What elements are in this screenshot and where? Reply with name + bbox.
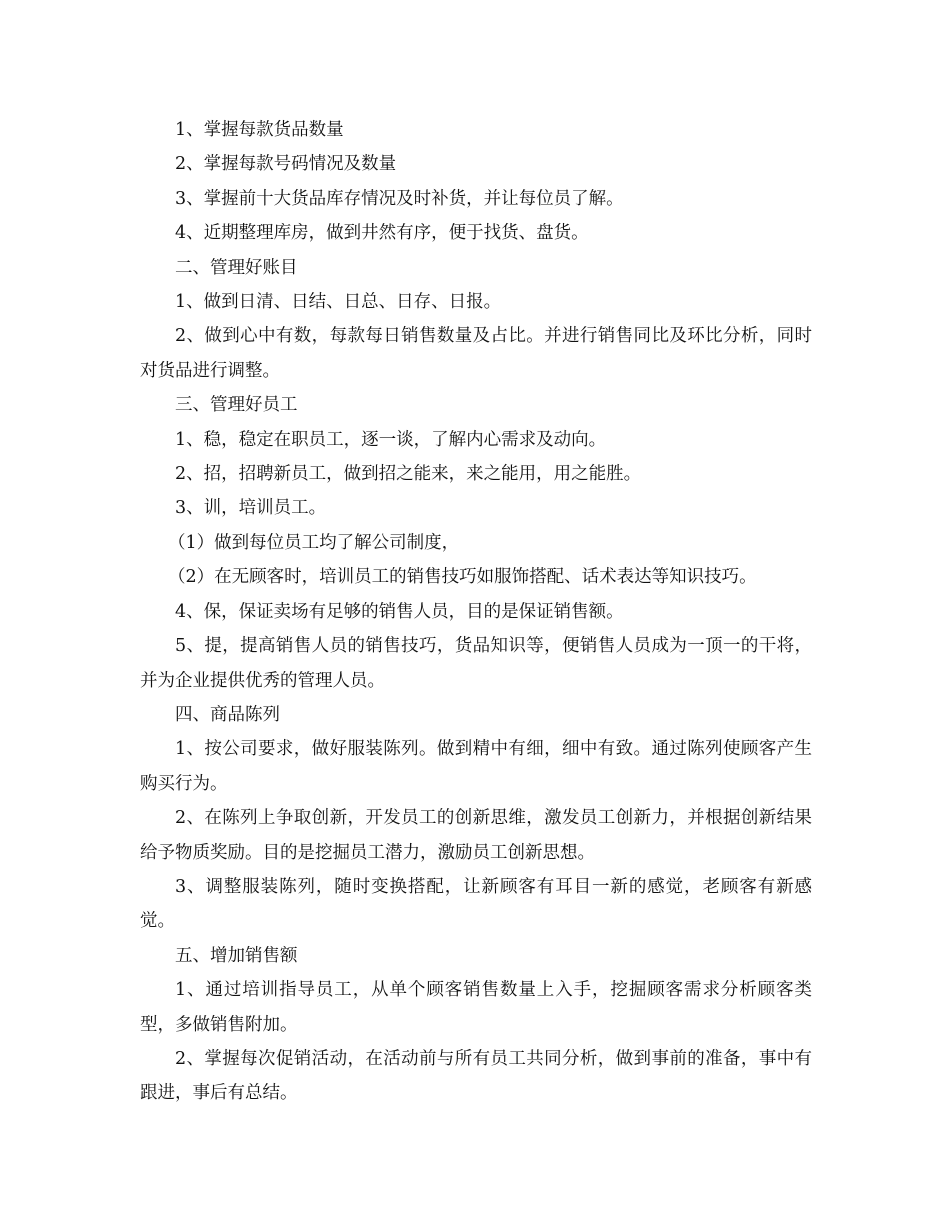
paragraph-11: 3、训，培训员工。 bbox=[175, 498, 327, 519]
paragraph-1: 1、掌握每款货品数量 bbox=[175, 120, 344, 140]
paragraph-14: 4、保，保证卖场有足够的销售人员，目的是保证销售额。 bbox=[175, 601, 624, 622]
section-heading-2: 二、管理好账目 bbox=[175, 257, 298, 278]
paragraph-12: （1）做到每位员工均了解公司制度， bbox=[168, 532, 460, 553]
paragraph-10: 2、招，招聘新员工，做到招之能来，来之能用，用之能胜。 bbox=[175, 464, 642, 485]
paragraph-18: 2、在陈列上争取创新，开发员工的创新思维，激发员工创新力，并根据创新结果给予物质奖励。目的是挖掘员工潜力，激励员工创新思想。 bbox=[140, 808, 812, 863]
paragraph-4: 4、近期整理库房，做到井然有序，便于找货、盘货。 bbox=[175, 223, 589, 244]
paragraph-9: 1、稳，稳定在职员工，逐一谈，了解内心需求及动向。 bbox=[175, 429, 607, 450]
paragraph-2: 2、掌握每款号码情况及数量 bbox=[175, 154, 397, 175]
paragraph-21: 1、通过培训指导员工，从单个顾客销售数量上入手，挖掘顾客需求分析顾客类型，多做销售附加。 bbox=[140, 980, 812, 1035]
section-heading-5: 五、增加销售额 bbox=[175, 945, 298, 966]
section-heading-4: 四、商品陈列 bbox=[175, 704, 280, 725]
paragraph-6: 1、做到日清、日结、日总、日存、日报。 bbox=[175, 292, 502, 313]
document-body bbox=[140, 113, 812, 1111]
paragraph-17: 1、按公司要求，做好服装陈列。做到精中有细，细中有致。通过陈列使顾客产生购买行为。 bbox=[140, 739, 812, 794]
paragraph-19: 3、调整服装陈列，随时变换搭配，让新顾客有耳目一新的感觉，老顾客有新感觉。 bbox=[140, 876, 812, 932]
paragraph-3: 3、掌握前十大货品库存情况及时补货，并让每位员了解。 bbox=[175, 188, 624, 209]
paragraph-13: （2）在无顾客时，培训员工的销售技巧如服饰搭配、话术表达等知识技巧。 bbox=[168, 567, 757, 588]
paragraph-7: 2、做到心中有数，每款每日销售数量及占比。并进行销售同比及环比分析，同时对货品进行调整。 bbox=[140, 326, 812, 381]
paragraph-22: 2、掌握每次促销活动，在活动前与所有员工共同分析，做到事前的准备，事中有跟进，事后有总结。 bbox=[140, 1048, 812, 1104]
section-heading-3: 三、管理好员工 bbox=[175, 395, 298, 416]
paragraph-15: 5、提，提高销售人员的销售技巧，货品知识等，便销售人员成为一顶一的干将，并为企业提供优秀的管理人员。 bbox=[140, 636, 812, 691]
